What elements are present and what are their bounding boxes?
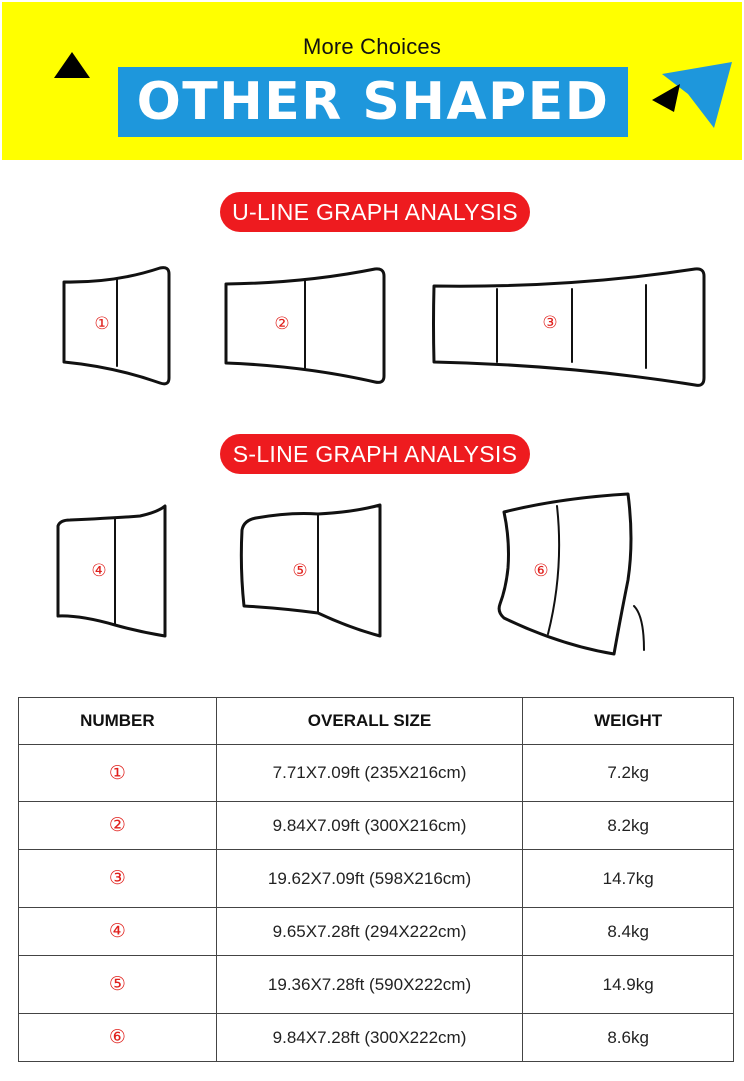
- row-number: ④: [19, 908, 217, 956]
- s-line-section-label: S-LINE GRAPH ANALYSIS: [220, 434, 530, 474]
- row-number: ③: [19, 850, 217, 908]
- shape-label-2: ②: [274, 314, 290, 334]
- row-size: 19.36X7.28ft (590X222cm): [216, 956, 523, 1014]
- row-size: 9.65X7.28ft (294X222cm): [216, 908, 523, 956]
- row-weight: 14.9kg: [523, 956, 734, 1014]
- table-row: [19, 802, 734, 850]
- s-shape-5: [241, 505, 380, 636]
- banner-title: OTHER SHAPED: [136, 72, 610, 132]
- u-line-section-label: U-LINE GRAPH ANALYSIS: [220, 192, 530, 232]
- row-weight: 8.6kg: [523, 1014, 734, 1062]
- s-shape-6: [499, 494, 644, 654]
- header-weight: WEIGHT: [523, 698, 734, 745]
- header-number: NUMBER: [19, 698, 217, 745]
- row-number: ⑤: [19, 956, 217, 1014]
- table-row: [19, 908, 734, 956]
- table-row: [19, 1014, 734, 1062]
- row-size: 9.84X7.28ft (300X222cm): [216, 1014, 523, 1062]
- table-row: [19, 745, 734, 802]
- row-number: ⑥: [19, 1014, 217, 1062]
- banner-subtitle: More Choices: [302, 34, 442, 59]
- u-shape-2: [226, 269, 384, 383]
- row-weight: 7.2kg: [523, 745, 734, 802]
- shape-label-3: ③: [542, 313, 558, 333]
- s-shape-4: [58, 506, 165, 636]
- table-header-row: [19, 698, 734, 745]
- row-weight: 14.7kg: [523, 850, 734, 908]
- row-size: 7.71X7.09ft (235X216cm): [216, 745, 523, 802]
- u-shape-1: [64, 268, 169, 384]
- shape-label-4: ④: [91, 561, 107, 581]
- table-row: [19, 956, 734, 1014]
- row-weight: 8.2kg: [523, 802, 734, 850]
- table-row: [19, 850, 734, 908]
- spec-table: [18, 697, 734, 1062]
- shape-label-1: ①: [94, 314, 110, 334]
- shape-label-6: ⑥: [533, 561, 549, 581]
- row-number: ②: [19, 802, 217, 850]
- u-shape-3: [434, 269, 705, 385]
- row-size: 9.84X7.09ft (300X216cm): [216, 802, 523, 850]
- row-number: ①: [19, 745, 217, 802]
- shape-label-5: ⑤: [292, 561, 308, 581]
- header-overall-size: OVERALL SIZE: [216, 698, 523, 745]
- row-weight: 8.4kg: [523, 908, 734, 956]
- row-size: 19.62X7.09ft (598X216cm): [216, 850, 523, 908]
